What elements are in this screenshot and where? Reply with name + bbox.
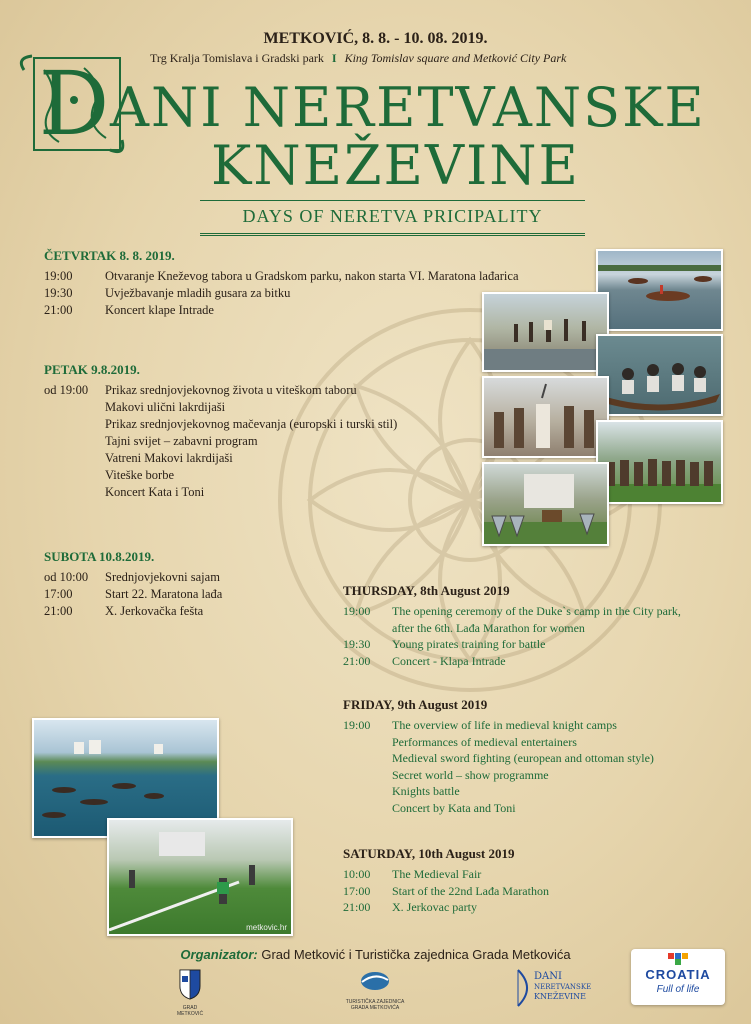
drop-cap-letter: D [38, 52, 110, 155]
event-row: Tajni svijet – zabavni program [105, 434, 258, 448]
dani-logo-line-2: NERETVANSKE [534, 983, 592, 991]
city-coat-of-arms-logo [170, 968, 210, 1017]
photo-rowing-boat [596, 334, 723, 416]
day-heading: THURSDAY, 8th August 2019 [343, 583, 510, 598]
tourist-board-logo [340, 968, 410, 1011]
day-hr-friday [44, 362, 484, 501]
day-hr-saturday [44, 549, 344, 620]
event-row: Viteške borbe [105, 468, 175, 482]
english-subtitle: DAYS OF NERETVA PRICIPALITY [200, 200, 585, 236]
event-row: Prikaz srednjovjekovnog mačevanja (europski i turski stil) [105, 417, 398, 431]
event-row: 19:00 The overview of life in medieval knight camps [343, 718, 617, 732]
event-row: Performances of medieval entertainers [392, 734, 577, 749]
event-row: 19:00 Otvaranje Kneževog tabora u Gradskom parku, nakon starta VI. Maratona lađarica [44, 269, 519, 283]
tz-caption-2: GRADA METKOVIĆA [350, 1005, 400, 1011]
day-heading: SATURDAY, 10th August 2019 [343, 846, 515, 861]
event-row: 21:00 Concert - Klapa Intrade [343, 653, 506, 668]
title-line-2: KNEŽEVINE [211, 134, 580, 197]
title-line-1: ANI NERETVANSKE [110, 76, 706, 139]
event-row: 21:00 Koncert klape Intrade [44, 303, 214, 317]
day-heading: PETAK 9.8.2019. [44, 362, 140, 377]
event-row: Secret world – show programme [392, 767, 549, 782]
day-heading: FRIDAY, 9th August 2019 [343, 697, 488, 712]
dani-logo-line-1: DANI [534, 971, 562, 982]
photo-knight-camp-shields [482, 462, 609, 546]
event-row: Makovi ulični lakrdijaši [105, 400, 226, 414]
photo-boats-river [596, 249, 723, 331]
venue-croatian: Trg Kralja Tomislava i Gradski park [150, 51, 324, 65]
photo-knights-parade [482, 376, 609, 458]
dani-festival-logo [512, 966, 602, 1010]
event-date-location: METKOVIĆ, 8. 8. - 10. 08. 2019. [263, 30, 488, 47]
event-row: Vatreni Makovi lakrdijaši [105, 451, 233, 465]
event-row: 19:30 Uvježbavanje mladih gusara za bitku [44, 286, 291, 300]
event-row: 10:00 The Medieval Fair [343, 867, 482, 881]
event-row: 17:00 Start 22. Maratona lađa [44, 587, 223, 601]
event-row: od 10:00 Srednjovjekovni sajam [44, 570, 220, 584]
event-row: after the 6th. Lađa Marathon for women [392, 620, 585, 635]
croatia-tourism-logo [631, 949, 725, 1005]
organizer-label: Organizator: [180, 947, 258, 962]
croatia-squares-icon [668, 953, 688, 965]
event-row: Medieval sword fighting (european and ottoman style) [392, 751, 654, 765]
day-en-friday [343, 697, 733, 816]
croatia-slogan: Full of life [656, 984, 700, 995]
day-heading: ČETVRTAK 8. 8. 2019. [44, 248, 175, 263]
photo-kids-game-park [107, 818, 293, 936]
photo-procession-riverside [482, 292, 609, 372]
venue-separator: I [331, 51, 337, 65]
event-row: 19:30 Young pirates training for battle [343, 637, 546, 651]
organizer-text: Grad Metković i Turistička zajednica Grada Metkovića [261, 947, 571, 962]
photo-watermark: metkovic.hr [246, 923, 287, 932]
event-row: 21:00 X. Jerkovačka fešta [44, 604, 204, 618]
croatia-wordmark: CROATIA [645, 967, 711, 982]
leaf-wave-icon [340, 968, 410, 994]
tz-caption-1: TURISTIČKA ZAJEDNICA [345, 999, 405, 1005]
event-row: Concert by Kata and Toni [392, 800, 516, 815]
event-row: Koncert Kata i Toni [105, 485, 205, 499]
event-row: Knights battle [392, 784, 460, 798]
event-row: od 19:00 Prikaz srednjovjekovnog života u viteškom taboru [44, 383, 357, 397]
city-logo-caption: GRAD METKOVIĆ [176, 1005, 204, 1017]
bow-icon [514, 968, 536, 1008]
event-row: 17:00 Start of the 22nd Lađa Marathon [343, 883, 549, 898]
day-en-thursday [343, 583, 733, 669]
day-heading: SUBOTA 10.8.2019. [44, 549, 155, 564]
venue-english: King Tomislav square and Metković City Park [344, 51, 567, 65]
day-en-saturday [343, 846, 733, 916]
venue-line [150, 51, 566, 66]
shield-icon [170, 968, 210, 1000]
event-row: 19:00 The opening ceremony of the Duke`s camp in the City park, [343, 604, 681, 618]
dani-logo-line-3: KNEŽEVINE [534, 992, 586, 1001]
photo-group-costumes [596, 420, 723, 504]
event-row: 21:00 X. Jerkovac party [343, 900, 477, 914]
